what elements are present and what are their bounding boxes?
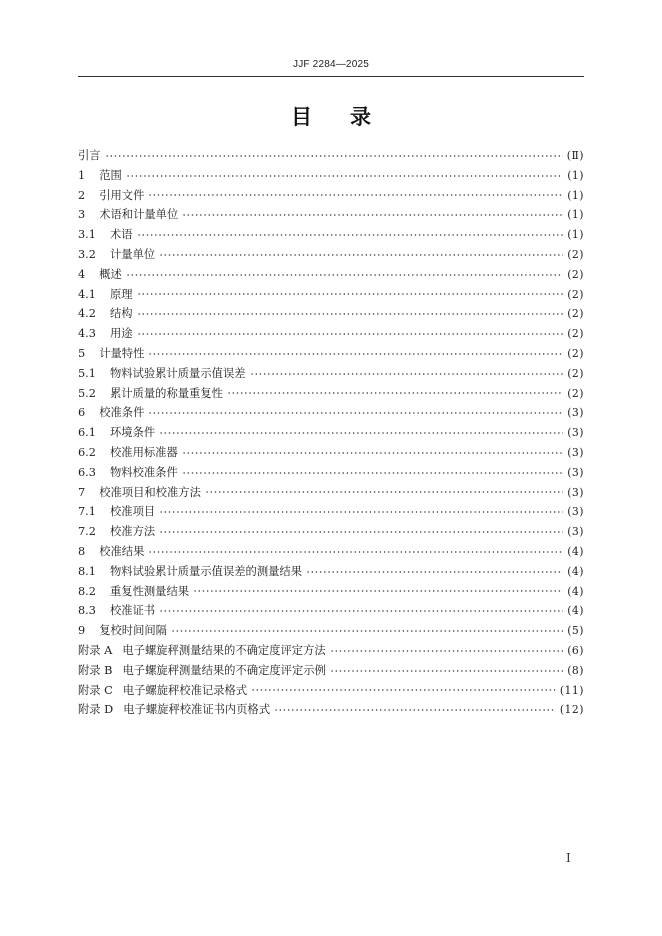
toc-entry[interactable] — [78, 522, 584, 542]
dot-leader — [148, 409, 563, 417]
dot-leader — [227, 389, 563, 397]
toc-entry[interactable] — [78, 601, 584, 621]
dot-leader — [251, 686, 556, 694]
toc-entry-number: 6 — [78, 406, 86, 420]
toc-entry-number: 3.2 — [78, 247, 96, 261]
toc-entry-page: (2) — [567, 386, 584, 400]
toc-entry-number: 4.1 — [78, 287, 96, 301]
dot-leader — [148, 350, 563, 358]
dot-leader — [126, 172, 563, 180]
toc-entry-page: (2) — [567, 346, 584, 360]
toc-entry[interactable] — [78, 304, 584, 324]
toc-entry-page: (6) — [567, 643, 584, 657]
toc-entry-page: (3) — [567, 445, 584, 459]
toc-entry-label: 电子螺旋秤校准证书内页格式 — [123, 703, 271, 717]
dot-leader — [205, 488, 563, 496]
toc-entry-page: (4) — [567, 544, 584, 558]
toc-entry[interactable] — [78, 502, 584, 522]
toc-entry-label: 物料试验累计质量示值误差的测量结果 — [109, 564, 303, 578]
dot-leader — [137, 231, 564, 239]
toc-entry-number: 8.1 — [78, 564, 96, 578]
header-rule — [78, 76, 584, 77]
toc-entry-label: 校准方法 — [109, 525, 156, 539]
toc-entry-page: (4) — [567, 564, 584, 578]
toc-entry[interactable] — [78, 582, 584, 602]
toc-entry-page: (4) — [567, 584, 584, 598]
toc-entry-page: (2) — [567, 327, 584, 341]
toc-entry-page: (2) — [567, 366, 584, 380]
toc-entry-number: 5 — [78, 346, 86, 360]
toc-entry-label: 结构 — [109, 307, 133, 321]
toc-entry[interactable] — [78, 681, 584, 701]
dot-leader — [330, 647, 564, 655]
toc-entry-page: (2) — [567, 287, 584, 301]
toc-entry-label: 电子螺旋秤校准记录格式 — [122, 683, 248, 697]
toc-entry-number: 3 — [78, 208, 86, 222]
toc-entry-number: 2 — [78, 188, 86, 202]
dot-leader — [159, 528, 563, 536]
toc-entry-page: (1) — [567, 228, 584, 242]
toc-entry-label: 环境条件 — [109, 426, 156, 440]
toc-entry-page: (Ⅱ) — [566, 149, 584, 162]
toc-entry-number: 4.3 — [78, 327, 96, 341]
dot-leader — [182, 449, 563, 457]
dot-leader — [148, 548, 563, 556]
dot-leader — [250, 370, 564, 378]
toc-entry[interactable] — [78, 403, 584, 423]
toc-entry-page: (4) — [567, 604, 584, 618]
toc-entry-page: (2) — [567, 267, 584, 281]
toc-entry-number: 9 — [78, 624, 86, 638]
toc-entry-number: 1 — [78, 168, 86, 182]
toc-entry-label: 校准用标准器 — [109, 445, 178, 459]
dot-leader — [171, 627, 563, 635]
toc-entry[interactable] — [78, 245, 584, 265]
toc-entry-label: 校准证书 — [109, 604, 156, 618]
toc-entry-page: (3) — [567, 485, 584, 499]
toc-entry-label: 重复性测量结果 — [109, 584, 190, 598]
toc-entry-label: 引言 — [78, 149, 101, 162]
toc-entry-page: (3) — [567, 505, 584, 519]
toc-entry[interactable] — [78, 562, 584, 582]
dot-leader — [105, 152, 563, 160]
dot-leader — [193, 587, 563, 595]
toc-entry-page: (1) — [567, 168, 584, 182]
toc-entry-number: 附录 A — [78, 643, 113, 657]
toc-entry[interactable] — [78, 443, 584, 463]
toc-entry-page: (3) — [567, 406, 584, 420]
page-number: Ⅰ — [566, 851, 571, 865]
toc-entry-number: 8.2 — [78, 584, 96, 598]
toc-entry[interactable] — [78, 344, 584, 364]
toc-entry-label: 累计质量的称量重复性 — [109, 386, 223, 400]
dot-leader — [306, 568, 563, 576]
toc-entry[interactable] — [78, 225, 584, 245]
toc-entry-label: 校准结果 — [99, 544, 145, 558]
toc-entry-label: 引用文件 — [99, 188, 145, 202]
dot-leader — [274, 706, 556, 714]
toc-entry-number: 8 — [78, 544, 86, 558]
toc-title: 目录 — [291, 105, 409, 129]
toc-entry[interactable] — [78, 324, 584, 344]
toc-entry-number: 4 — [78, 267, 86, 281]
toc-entry-page: (2) — [567, 247, 584, 261]
toc-entry[interactable] — [78, 661, 584, 681]
toc-entry-page: (5) — [567, 624, 584, 638]
toc-entry[interactable] — [78, 364, 584, 384]
toc-entry[interactable] — [78, 463, 584, 483]
toc-entry-label: 计量单位 — [109, 247, 156, 261]
toc-entry[interactable] — [78, 542, 584, 562]
toc-entry[interactable] — [78, 285, 584, 305]
toc-entry-page: (12) — [559, 703, 584, 717]
dot-leader — [159, 429, 563, 437]
toc-entry-page: (11) — [559, 683, 584, 697]
toc-entry[interactable] — [78, 186, 584, 206]
toc-entry[interactable] — [78, 641, 584, 661]
toc-entry-number: 4.2 — [78, 307, 96, 321]
toc-entry-page: (1) — [567, 208, 584, 222]
toc-entry-label: 原理 — [109, 287, 133, 301]
toc-entry-label: 用途 — [109, 327, 133, 341]
dot-leader — [159, 251, 563, 259]
toc-entry-number: 5.2 — [78, 386, 96, 400]
toc-entry[interactable] — [78, 423, 584, 443]
toc-entry-number: 附录 C — [78, 683, 113, 697]
toc-entry[interactable] — [78, 621, 584, 641]
document-code-header: JJF 2284—2025 — [293, 59, 369, 70]
dot-leader — [126, 271, 563, 279]
toc-entry[interactable] — [78, 265, 584, 285]
toc-entry-page: (3) — [567, 465, 584, 479]
toc-entry-number: 6.2 — [78, 445, 96, 459]
toc-entry[interactable] — [78, 700, 584, 720]
toc-entry-label: 物料试验累计质量示值误差 — [109, 366, 246, 380]
toc-entry[interactable] — [78, 146, 584, 166]
toc-entry-label: 概述 — [99, 267, 122, 281]
dot-leader — [137, 330, 564, 338]
toc-entry-label: 校准条件 — [99, 406, 145, 420]
toc-entry-page: (2) — [567, 307, 584, 321]
toc-entry-label: 校准项目和校准方法 — [99, 485, 201, 499]
toc-entry-number: 8.3 — [78, 604, 96, 618]
toc-entry[interactable] — [78, 384, 584, 404]
dot-leader — [182, 211, 563, 219]
dot-leader — [330, 667, 563, 675]
toc-entry-number: 附录 B — [78, 663, 113, 677]
toc-entry-label: 物料校准条件 — [109, 465, 178, 479]
toc-entry-number: 6.3 — [78, 465, 96, 479]
dot-leader — [137, 310, 564, 318]
toc-entry-label: 术语和计量单位 — [99, 208, 179, 222]
dot-leader — [159, 607, 563, 615]
toc-entry[interactable] — [78, 205, 584, 225]
dot-leader — [159, 508, 563, 516]
toc-entry-label: 电子螺旋秤测量结果的不确定度评定方法 — [122, 643, 326, 657]
toc-entry-label: 计量特性 — [99, 346, 145, 360]
toc-entry-label: 范围 — [99, 168, 122, 182]
toc-entry-number: 附录 D — [78, 703, 114, 717]
dot-leader — [148, 191, 563, 199]
toc-entry-page: (1) — [567, 188, 584, 202]
toc-entry-number: 7.2 — [78, 525, 96, 539]
toc-entry-page: (8) — [567, 663, 584, 677]
toc-entry-label: 复校时间间隔 — [99, 624, 167, 638]
dot-leader — [182, 469, 563, 477]
toc-entry-number: 7.1 — [78, 505, 96, 519]
toc-entry[interactable] — [78, 166, 584, 186]
table-of-contents — [78, 146, 584, 720]
toc-entry-number: 6.1 — [78, 426, 96, 440]
toc-entry-label: 电子螺旋秤测量结果的不确定度评定示例 — [122, 663, 326, 677]
toc-entry-number: 5.1 — [78, 366, 96, 380]
toc-entry-page: (3) — [567, 525, 584, 539]
toc-entry-page: (3) — [567, 426, 584, 440]
toc-entry-label: 校准项目 — [109, 505, 156, 519]
toc-entry-number: 3.1 — [78, 228, 96, 242]
toc-entry[interactable] — [78, 483, 584, 503]
toc-entry-number: 7 — [78, 485, 86, 499]
dot-leader — [137, 290, 564, 298]
toc-entry-label: 术语 — [109, 228, 133, 242]
